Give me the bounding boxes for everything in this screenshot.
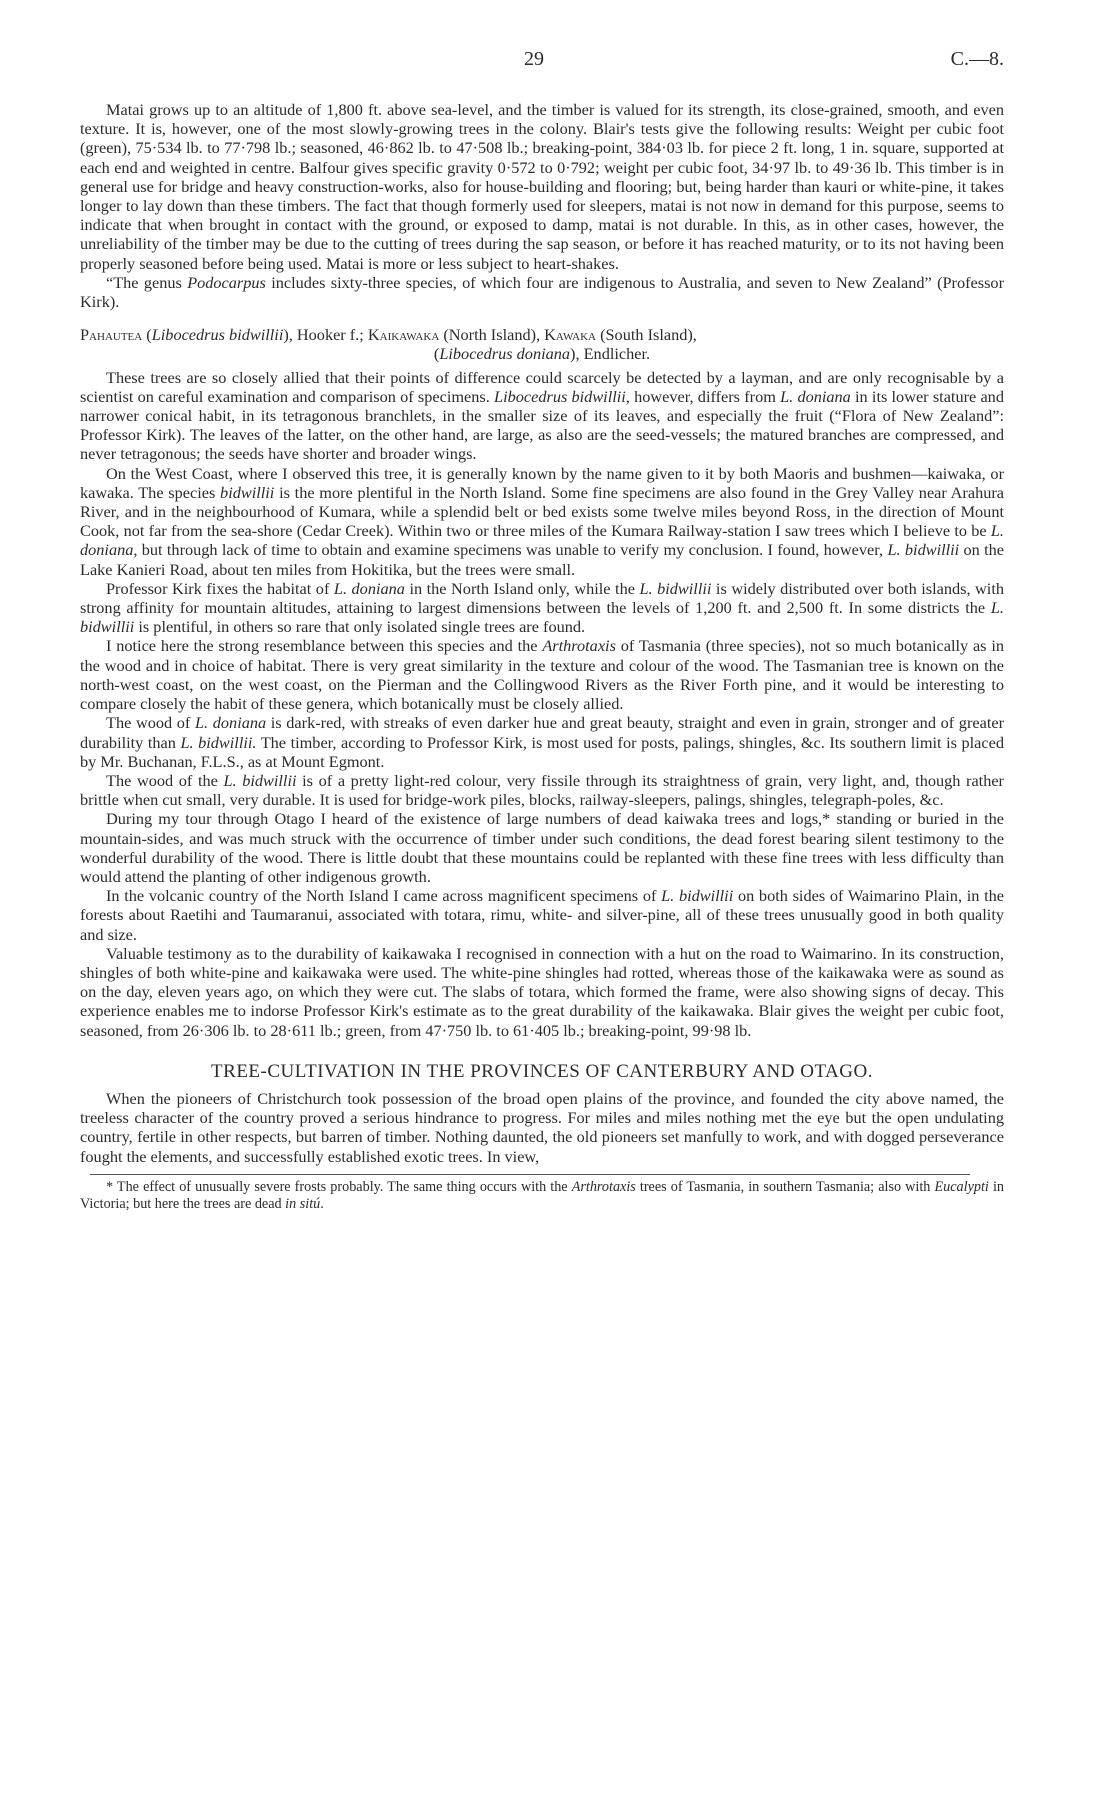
paragraph-christchurch: When the pioneers of Christchurch took possession of the broad open plains of the province, and founded the city above named, the treeless character of the country proved a serious hindrance to progress. For miles and miles nothing met the eye but the open undulating country, fertile in other respects, but barren of timber. Nothing daunted, the old pioneers set manfully to work, and with dogged perseverance fought the elements, and successfully established exotic trees. In view, xyxy=(80,1088,1004,1166)
paragraph-allied: These trees are so closely allied that their points of difference could scarcely be detected by a layman, and are only recognisable by a scientist on careful examination and comparison of specimens. Libocedrus bidwillii, however, differs from L. doniana in its lower stature and narrower conical habit, in its tetragonous branchlets, in the smaller size of its leaves, and especially the fruit (“Flora of New Zealand”: Professor Kirk). The leaves of the latter, on the other hand, are large, as also are the seed-vessels; the matured branches are compressed, and never tetragonous; the seeds have shorter and broader wings. xyxy=(80,367,1004,464)
paragraph-matai: Matai grows up to an altitude of 1,800 ft. above sea-level, and the timber is valued for its strength, its close-grained, smooth, and even texture. It is, however, one of the most slowly-growing trees in the colony. Blair's tests give the following results: Weight per cubic foot (green), 75·534 lb. to 77·798 lb.; seasoned, 46·862 lb. to 47·508 lb.; breaking-point, 384·03 lb. for piece 2 ft. long, 1 in. square, supported at each end and weighted in centre. Balfour gives specific gravity 0·572 to 0·792; weight per cubic foot, 34·97 lb. to 49·36 lb. This timber is in general use for bridge and heavy construction-works, also for house-building and flooring; but, being harder than kauri or white-pine, it takes longer to lay down than these timbers. The fact that though formerly used for sleepers, matai is not now in demand for this purpose, seems to indicate that when brought in contact with the ground, or exposed to damp, matai is not durable. In this, as in other cases, however, the unreliability of the timber may be due to the cutting of trees during the sap season, or before it has reached maturity, or to its not having been properly seasoned before being used. Matai is more or less subject to heart-shakes. xyxy=(80,100,1004,273)
section-title: TREE-CULTIVATION IN THE PROVINCES OF CANTERBURY AND OTAGO. xyxy=(211,1060,873,1082)
paragraph-volcanic-country: In the volcanic country of the North Island I came across magnificent specimens of L. bidwillii on both sides of Waimarino Plain, in the forests about Raetihi and Taumaranui, associated with totara, rimu, white- and silver-pine, all of these trees unusually good in both quality and size. xyxy=(80,886,1004,944)
paragraph-podocarpus: “The genus Podocarpus includes sixty-three species, of which four are indigenous to Australia, and seven to New Zealand” (Professor Kirk). xyxy=(80,272,1004,312)
footnote: * The effect of unusually severe frosts probably. The same thing occurs with the Arthrotaxis trees of Tasmania, in southern Tasmania; also with Eucalypti in Victoria; but here the trees are dead in sitú. xyxy=(80,1178,1004,1212)
species-heading: Pahautea (Libocedrus bidwillii), Hooker f.; Kaikawaka (North Island), Kawaka (South Island), (Libocedrus doniana), Endlicher. xyxy=(80,325,697,364)
paragraph-bidwillii-wood: The wood of the L. bidwillii is of a pretty light-red colour, very fissile through its straightness of grain, very light, and, though rather brittle when cut small, very durable. It is used for bridge-work piles, blocks, railway-sleepers, palings, shingles, telegraph-poles, &c. xyxy=(80,770,1004,810)
series-code: C.—8. xyxy=(950,48,1004,70)
paragraph-west-coast: On the West Coast, where I observed this tree, it is generally known by the name given to it by both Maoris and bushmen—kaiwaka, or kawaka. The species bidwillii is the more plentiful in the North Island. Some fine specimens are also found in the Grey Valley near Arahura River, and in the neighbourhood of Kumara, while a splendid belt or bed exists some twelve miles beyond Ross, in the direction of Mount Cook, not far from the sea-shore (Cedar Creek). Within two or three miles of the Kumara Railway-station I saw trees which I believe to be L. doniana, but through lack of time to obtain and examine specimens was unable to verify my conclusion. I found, however, L. bidwillii on the Lake Kanieri Road, about ten miles from Hokitika, but the trees were small. xyxy=(80,463,1005,579)
paragraph-otago-tour: During my tour through Otago I heard of the existence of large numbers of dead kaiwaka trees and logs,* standing or buried in the mountain-sides, and was much struck with the occurrence of timber under such conditions, the dead forest bearing silent testimony to the wonderful durability of the wood. There is little doubt that these mountains could be replanted with these fine trees with less difficulty than would attend the planting of other indigenous growth. xyxy=(80,809,1004,886)
paragraph-doniana-wood: The wood of L. doniana is dark-red, with streaks of even darker hue and great beauty, straight and even in grain, stronger and of greater durability than L. bidwillii. The timber, according to Professor Kirk, is most used for posts, palings, shingles, &c. Its southern limit is placed by Mr. Buchanan, F.L.S., as at Mount Egmont. xyxy=(80,713,1004,771)
footnote-rule xyxy=(90,1174,970,1175)
paragraph-durability-testimony: Valuable testimony as to the durability of kaikawaka I recognised in connection with a hut on the road to Waimarino. In its construction, shingles of both white-pine and kaikawaka were used. The white-pine shingles had rotted, whereas those of the kaikawaka were as sound as on the day, eleven years ago, on which they were cut. The slabs of totara, which formed the frame, were also showing signs of decay. This experience enables me to indorse Professor Kirk's estimate as to the great durability of the kaikawaka. Blair gives the weight per cubic foot, seasoned, from 26·306 lb. to 28·611 lb.; green, from 47·750 lb. to 61·405 lb.; breaking-point, 99·98 lb. xyxy=(80,943,1004,1040)
paragraph-arthrotaxis: I notice here the strong resemblance between this species and the Arthrotaxis of Tasmania (three species), not so much botanically as in the wood and in choice of habitat. There is very great similarity in the texture and colour of the wood. The Tasmanian tree is known on the north-west coast, on the west coast, on the Pierman and the Collingwood Rivers as the River Forth pine, and it would be interesting to compare closely the habit of these genera, which botanically must be closely allied. xyxy=(80,636,1004,714)
page-number: 29 xyxy=(524,48,544,70)
page-header xyxy=(80,44,1004,100)
paragraph-habitat: Professor Kirk fixes the habitat of L. doniana in the North Island only, while the L. bidwillii is widely distributed over both islands, with strong affinity for mountain altitudes, attaining to largest dimensions between the levels of 1,200 ft. and 2,500 ft. In some districts the L. bidwillii is plentiful, in others so rare that only isolated single trees are found. xyxy=(80,578,1004,637)
